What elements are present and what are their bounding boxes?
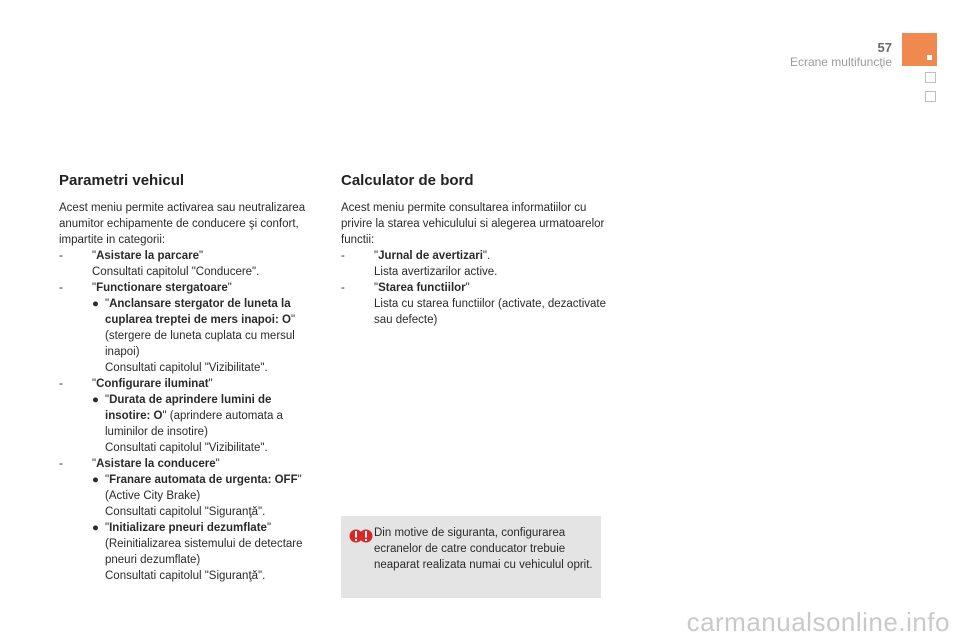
intro-paragraph: Acest meniu permite consultarea informatiilor cu privire la starea vehiculului si alegerea urmatoarelor functii: — [341, 202, 605, 246]
list-item: - "Functionare stergatoare" ● "Anclansare stergator de luneta la cuplarea treptei de mers inapoi: O" (stergere de luneta cuplata cu mersul inapoi) Consultati capitolul "Vizibilitate". — [59, 280, 319, 376]
list-item: - "Asistare la parcare" Consultati capitolul "Conducere". — [59, 248, 319, 280]
sub-item-consult: Consultati capitolul "Siguranţă". — [105, 506, 266, 518]
bullet-icon: ● — [92, 522, 99, 534]
intro-paragraph: Acest meniu permite activarea sau neutralizarea anumitor echipamente de conducere şi confort, impartite in categorii: — [59, 202, 306, 246]
sub-item-desc: (Reinitializarea sistemului de detectare pneuri dezumflate) — [105, 538, 303, 566]
bullet-icon: ● — [92, 298, 99, 310]
sub-item-label: Franare automata de urgenta: OFF — [109, 474, 298, 486]
item-label: Jurnal de avertizari — [378, 250, 483, 262]
section-heading: Parametri vehicul — [59, 172, 185, 189]
sub-item-label: Initializare pneuri dezumflate — [109, 522, 267, 534]
list-item: - "Configurare iluminat" ● "Durata de aprindere lumini de insotire: O" (aprindere automata a luminilor de insotire) Consultati capitolul "Vizibilitate". — [59, 376, 319, 456]
section-title: Ecrane multifuncţie — [789, 55, 892, 69]
sub-item: ● "Initializare pneuri dezumflate" (Reinitializarea sistemului de detectare pneuri dezumflate) Consultati capitolul "Siguranţă". — [92, 520, 319, 584]
sub-item: ● "Durata de aprindere lumini de insotire: O" (aprindere automata a luminilor de insotire) Consultati capitolul "Vizibilitate". — [92, 392, 319, 456]
item-body: Lista avertizarilor active. — [374, 266, 498, 278]
note-text: Din motive de siguranta, configurarea ecranelor de catre conducator trebuie neaparat realizata numai cu vehiculul oprit. — [374, 527, 593, 571]
vehicle-parameters-section — [59, 172, 319, 584]
sub-item: ● "Franare automata de urgenta: OFF" (Active City Brake) Consultati capitolul "Siguranţă". — [92, 472, 319, 520]
item-body: Lista cu starea functiilor (activate, dezactivate sau defecte) — [374, 298, 607, 326]
sub-item-desc: (Active City Brake) — [105, 490, 201, 502]
bullet-icon: ● — [92, 394, 99, 406]
sub-item-consult: Consultati capitolul "Vizibilitate". — [105, 362, 268, 374]
item-label: Asistare la conducere — [96, 458, 216, 470]
watermark: carmanualsonline.info — [686, 607, 950, 637]
tab-marker-icon — [927, 55, 932, 60]
item-label: Asistare la parcare — [96, 250, 200, 262]
section-tab-box[interactable] — [925, 91, 936, 102]
sub-item: ● "Anclansare stergator de luneta la cuplarea treptei de mers inapoi: O" (stergere de luneta cuplata cu mersul inapoi) Consultati capitolul "Vizibilitate". — [92, 296, 319, 376]
sub-item-desc: (stergere de luneta cuplata cu mersul inapoi) — [105, 330, 295, 358]
list-item: - "Asistare la conducere" ● "Franare automata de urgenta: OFF" (Active City Brake) Consultati capitolul "Siguranţă". ● "Initializare pneuri dezumflate" (Reinitializarea sistemului de detectare pneuri dezumflate) Consultati capitolul "Siguranţă". — [59, 456, 319, 584]
sub-item-label: Durata de aprindere lumini de insotire: O — [105, 394, 272, 422]
bullet-icon: ● — [92, 474, 99, 486]
sub-item-label: Anclansare stergator de luneta la cuplarea treptei de mers inapoi: O — [105, 298, 291, 326]
item-label: Functionare stergatoare — [96, 282, 228, 294]
section-tab-active[interactable] — [902, 33, 937, 66]
safety-note — [341, 516, 601, 598]
list-item: - "Jurnal de avertizari". Lista avertizarilor active. — [341, 248, 611, 280]
sub-item-consult: Consultati capitolul "Vizibilitate". — [105, 442, 268, 454]
trip-computer-section — [341, 172, 611, 328]
section-tab-box[interactable] — [925, 72, 936, 83]
item-label: Starea functiilor — [378, 282, 466, 294]
section-heading: Calculator de bord — [341, 172, 474, 189]
warning-icon — [349, 526, 373, 546]
sub-item-consult: Consultati capitolul "Siguranţă". — [105, 570, 266, 582]
list-item: - "Starea functiilor" Lista cu starea functiilor (activate, dezactivate sau defecte) — [341, 280, 611, 328]
page-number: 57 — [877, 40, 892, 55]
item-label: Configurare iluminat — [96, 378, 209, 390]
item-body: Consultati capitolul "Conducere". — [92, 266, 260, 278]
sub-item-desc: (aprindere automata a luminilor de insotire) — [105, 410, 283, 438]
